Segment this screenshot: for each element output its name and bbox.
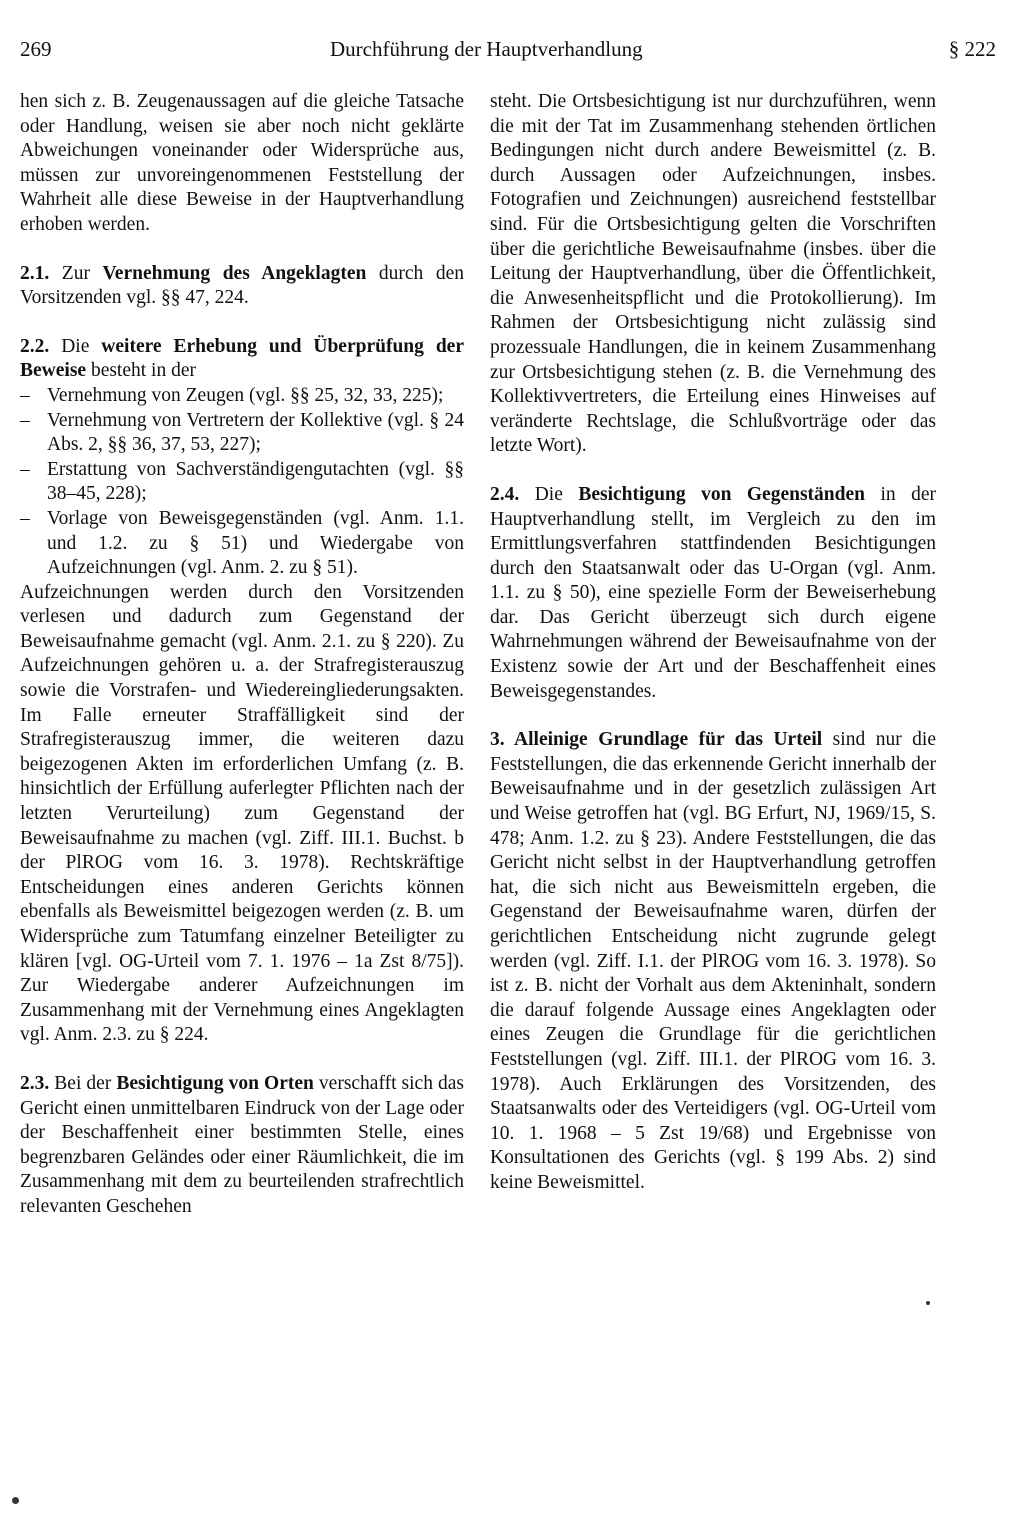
section-text: Die [519,483,579,505]
records-paragraph: Aufzeichnungen werden durch den Vorsitzenden verlesen und dadurch zum Gegenstand der Beweisaufnahme gemacht (vgl. Anm. 2.1. zu § 220). Zu Aufzeichnungen gehören u. a. der Strafregisterauszug sowie die Vorstrafen- und Wiedereingliederungsakten. Im Falle erneuter Straffälligkeit sind der Strafregisterauszug immer, die weiteren dazu beigezogenen Akten im erforderlichen Umfang (z. B. hinsichtlich der Erfüllung auferlegter Pflichten nach der letzten Verurteilung) zum Gegenstand der Beweisaufnahme zu machen (vgl. Ziff. III.1. Buchst. b der PlROG vom 16. 3. 1978). Rechtskräftige Entscheidungen eines anderen Gerichts können ebenfalls als Beweismittel beigezogen werden (z. B. um Widersprüche zum Tatumfang einzelner Beteiligter zu klären [vgl. OG-Urteil vom 7. 1. 1976 – 1a Zst 8/75]). Zur Wiedergabe anderer Aufzeichnungen im Zusammenhang mit der Vernehmung eines Angeklagten vgl. Anm. 2.3. zu § 224. [20,581,464,1046]
list-item-text: Vorlage von Beweisgegenständen (vgl. Anm. 1.1. und 1.2. zu § 51) und Wiedergabe von Aufzeichnungen (vgl. Anm. 2. zu § 51). [47,507,464,579]
section-lead: weitere Erhebung und Überprüfung der Beweise [20,335,464,382]
section-number: 2.4. [490,483,520,505]
list-item [20,458,464,507]
list-item [20,384,464,409]
section-lead: Besichtigung von Orten [116,1072,314,1094]
section-text: sind nur die Feststellungen, die das erkennende Gericht innerhalb der Beweisaufnahme und in der gesetzlich zulässigen Art und Weise getroffen hat (vgl. BG Erfurt, NJ, 1969/15, S. 478; Anm. 1.2. zu § 23). Andere Feststellungen, die das Gericht nicht selbst in der Hauptverhandlung getroffen hat, die sich nicht aus Beweismitteln ergeben, die Gegenstand der Beweisaufnahme waren, dürfen der gerichtlichen Entscheidung nicht zugrunde gelegt werden (vgl. Ziff. I.1. der PlROG vom 16. 3. 1978). So ist z. B. nicht der Vorhalt aus dem Akteninhalt, sondern die darauf folgende Aussage eines Angeklagten oder eines Zeugen die Grundlage für die gerichtlichen Feststellungen (vgl. Ziff. III.1. der PlROG vom 16. 3. 1978). Auch Erklärungen des Vorsitzenden, des Staatsanwalts oder des Verteidigers (vgl. OG-Urteil vom 10. 1. 1968 – 5 Zst 19/68) und Ergebnisse von Konsultationen des Gerichts (vgl. § 199 Abs. 2) sind keine Beweismittel. [490,729,937,1193]
section-number: 2.3. [20,1072,50,1094]
section-text: Bei der [49,1072,117,1094]
list-item-text: Vernehmung von Vertretern der Kollektive (vgl. § 24 Abs. 2, §§ 36, 37, 53, 227); [47,409,464,456]
section-lead: Besichtigung von Gegenständen [578,483,865,505]
scan-speck [926,1301,930,1305]
section-text: verschafft sich das Gericht einen unmittelbaren Eindruck von der Lage oder der Beschaffenheit einer bestimmten Stelle, eines begrenzbaren Geländes oder einer Räumlichkeit, die im Zusammenhang mit dem zu beurteilenden strafrechtlich relevanten Geschehen [20,1072,464,1217]
continuation-paragraph: steht. Die Ortsbesichtigung ist nur durchzuführen, wenn die mit der Tat im Zusammenhang stehenden örtlichen Bedingungen nicht durch andere Beweismittel (z. B. durch Aussagen oder Aufzeichnungen, insbes. Fotografien und Zeichnungen) ausreichend feststellbar sind. Für die Ortsbesichtigung gelten die Vorschriften über die gerichtliche Beweisaufnahme (insbes. über die Leitung der Hauptverhandlung, über die Öffentlichkeit, die Anwesenheitspflicht und die Protokollierung). Im Rahmen der Ortsbesichtigung nicht zulässig sind prozessuale Handlungen, die in keinem Zusammenhang zur Ortsbesichtigung stehen (z. B. die Vernehmung des Kollektivvertreters, die Erteilung eines Hinweises auf veränderte Rechtslage, die Schlußvorträge oder das letzte Wort). [490,91,936,457]
dash-marker: – [20,507,30,529]
list-item-text: Erstattung von Sachverständigengutachten (vgl. §§ 38–45, 228); [47,458,464,505]
chapter-title: Durchführung der Hauptverhandlung [330,37,643,61]
list-item-text: Vernehmung von Zeugen (vgl. §§ 25, 32, 33, 225); [47,384,444,406]
section-number: 2.2. [20,335,50,357]
section-text: durch den Vorsitzenden vgl. §§ 47, 224. [20,262,465,309]
dash-marker: – [20,384,30,406]
list-item [20,409,464,458]
evidence-list [20,384,464,581]
section-text: besteht in der [86,360,196,382]
section-text: in der Hauptverhandlung stellt, im Vergleich zu den im Ermittlungsverfahren stattfindenden Besichtigungen durch den Staatsanwalt oder das U-Organ (vgl. Anm. 1.1. zu § 50), eine spezielle Form der Beweiserhebung dar. Das Gericht überzeugt sich durch eigene Wahrnehmungen während der Beweisaufnahme von der Existenz sowie der Art und der Beschaffenheit eines Beweisgegenstandes. [490,483,936,702]
section-lead: Vernehmung des Angeklagten [102,262,367,284]
section-number: 3. [490,729,505,751]
running-header [18,32,1006,66]
right-column [490,90,936,1196]
page-number: 269 [20,37,52,61]
section-2-1 [20,262,464,311]
dash-marker: – [20,409,30,431]
section-3 [490,728,936,1195]
section-paragraph: § 222 [948,37,996,61]
left-column [20,90,464,1220]
section-lead: Alleinige Grundlage für das Urteil [504,729,823,751]
section-text: Zur [49,262,103,284]
section-text: Die [49,335,102,357]
dash-marker: – [20,458,30,480]
intro-paragraph: hen sich z. B. Zeugenaussagen auf die gleiche Tatsache oder Handlung, weisen sie aber noch nicht geklärte Abweichungen voneinander oder Widersprüche aus, müssen zur unvoreingenommenen Feststellung der Wahrheit alle diese Beweise in der Hauptverhandlung erhoben werden. [20,91,464,235]
scan-speck [12,1497,19,1504]
list-item [20,507,464,581]
section-2-4 [490,483,936,704]
section-number: 2.1. [20,262,50,284]
section-2-2 [20,335,464,384]
section-2-3 [20,1072,464,1220]
